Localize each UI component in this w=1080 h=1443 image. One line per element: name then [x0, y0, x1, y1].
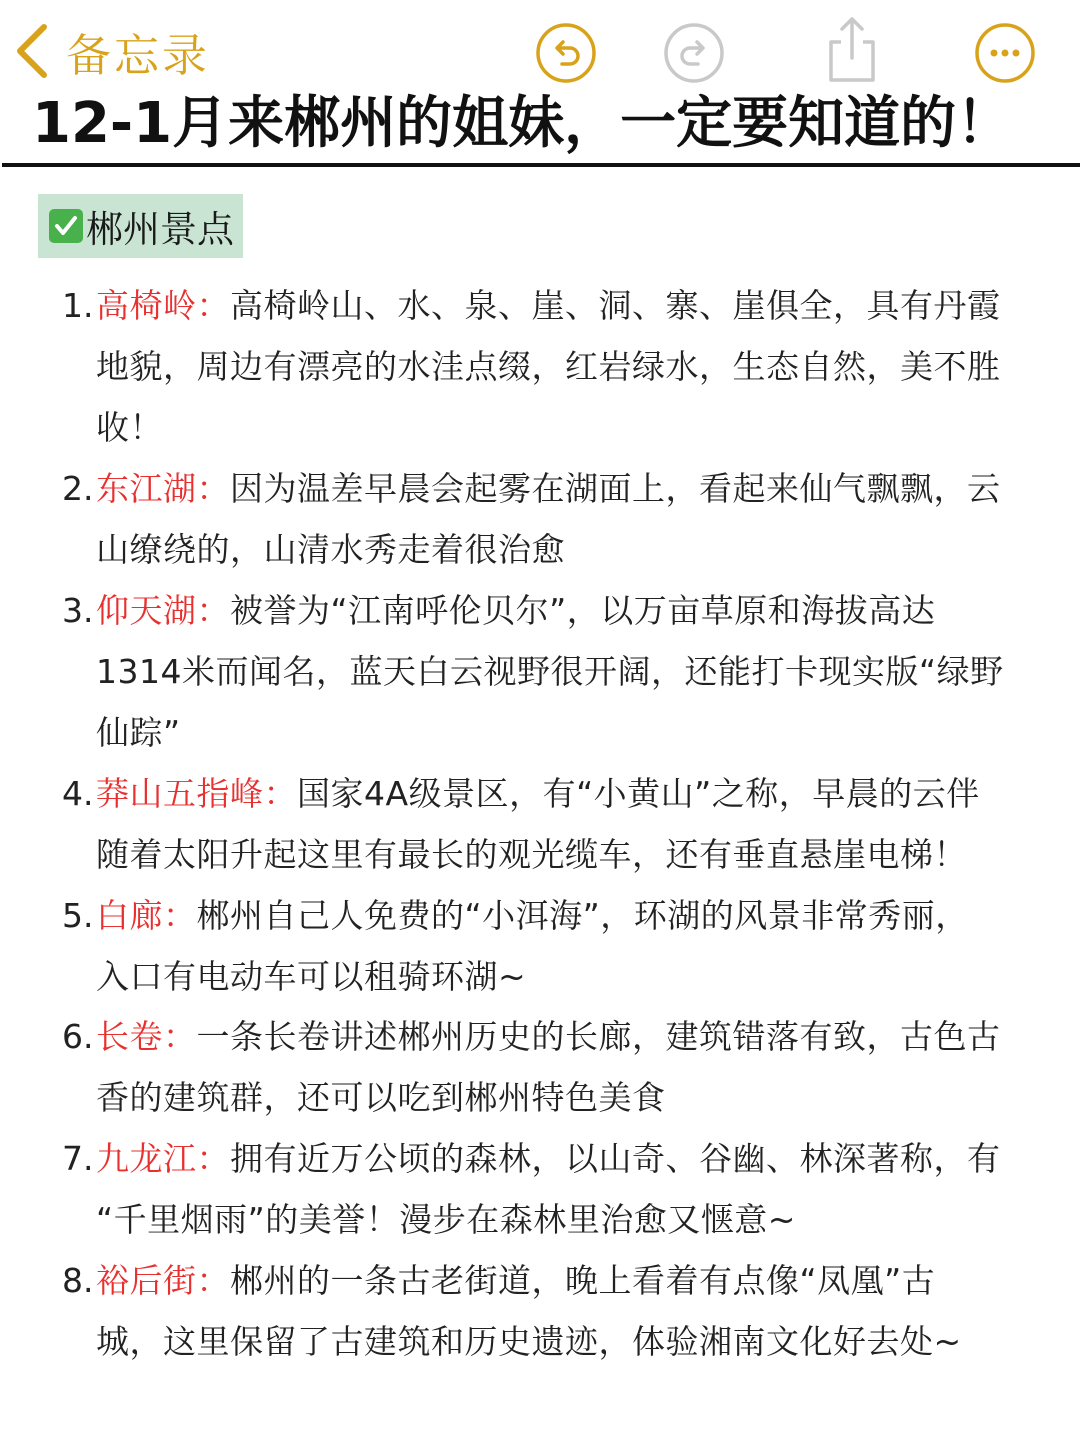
item-text: 入口有电动车可以租骑环湖~ — [96, 957, 527, 996]
item-line — [96, 885, 1026, 946]
item-body — [96, 1006, 1026, 1128]
item-text: 收！ — [96, 408, 163, 447]
redo-button[interactable] — [663, 22, 725, 84]
undo-icon — [535, 22, 597, 84]
item-line — [96, 580, 1026, 641]
item-text: “千里烟雨”的美誉！漫步在森林里治愈又惬意~ — [96, 1200, 796, 1239]
item-name: 东江湖： — [96, 469, 230, 508]
item-name: 莽山五指峰： — [96, 774, 297, 813]
item-text: 郴州的一条古老街道，晚上看着有点像“凤凰”古 — [230, 1261, 936, 1300]
title-divider — [2, 163, 1080, 167]
item-number: 4. — [62, 774, 94, 813]
section-label: 郴州景点 — [86, 208, 234, 251]
top-toolbar — [0, 0, 1080, 100]
item-text: 地貌，周边有漂亮的水洼点缀，红岩绿水，生态自然，美不胜 — [96, 347, 1001, 386]
item-number: 2. — [62, 469, 94, 508]
item-name: 长卷： — [96, 1017, 197, 1056]
item-text: 高椅岭山、水、泉、崖、洞、寨、崖俱全，具有丹霞 — [230, 286, 1001, 325]
item-text: 因为温差早晨会起雾在湖面上，看起来仙气飘飘，云 — [230, 469, 1001, 508]
item-text: 城，这里保留了古建筑和历史遗迹，体验湘南文化好去处~ — [96, 1322, 962, 1361]
item-body — [96, 458, 1026, 580]
share-button[interactable] — [821, 14, 883, 76]
item-body — [96, 580, 1026, 763]
share-icon — [821, 14, 883, 84]
item-text: 仙踪” — [96, 713, 181, 752]
back-button[interactable] — [14, 18, 210, 84]
redo-icon — [663, 22, 725, 84]
item-number: 6. — [62, 1017, 94, 1056]
item-body — [96, 1128, 1026, 1250]
item-body — [96, 275, 1026, 458]
undo-button[interactable] — [535, 22, 597, 84]
item-number: 7. — [62, 1139, 94, 1178]
back-label: 备忘录 — [66, 28, 211, 82]
item-number: 8. — [62, 1261, 94, 1300]
more-icon — [974, 22, 1036, 84]
item-text: 被誉为“江南呼伦贝尔”，以万亩草原和海拔高达 — [230, 591, 936, 630]
item-number: 1. — [62, 286, 94, 325]
more-button[interactable] — [974, 22, 1036, 84]
item-text: 一条长卷讲述郴州历史的长廊，建筑错落有致，古色古 — [196, 1017, 1001, 1056]
item-body — [96, 1250, 1026, 1372]
item-line — [96, 275, 1026, 336]
item-number: 3. — [62, 591, 94, 630]
item-text: 香的建筑群，还可以吃到郴州特色美食 — [96, 1078, 666, 1117]
item-line — [96, 1128, 1026, 1189]
item-number: 5. — [62, 896, 94, 935]
section-header — [38, 194, 243, 258]
item-text: 国家4A级景区，有“小黄山”之称，早晨的云伴 — [297, 774, 980, 813]
item-body — [96, 763, 1026, 885]
checkmark-icon — [49, 209, 83, 243]
item-line — [96, 458, 1026, 519]
item-text: 郴州自己人免费的“小洱海”，环湖的风景非常秀丽， — [196, 896, 969, 935]
item-line — [96, 1250, 1026, 1311]
item-body — [96, 885, 1026, 1007]
item-name: 九龙江： — [96, 1139, 230, 1178]
item-text: 山缭绕的，山清水秀走着很治愈 — [96, 530, 565, 569]
item-text: 随着太阳升起这里有最长的观光缆车，还有垂直悬崖电梯！ — [96, 835, 967, 874]
item-text: 拥有近万公顷的森林，以山奇、谷幽、林深著称，有 — [230, 1139, 1001, 1178]
note-title: 12-1月来郴州的姐妹，一定要知道的！ — [32, 91, 1013, 156]
item-line — [96, 1006, 1026, 1067]
item-line — [96, 763, 1026, 824]
item-text: 1314米而闻名，蓝天白云视野很开阔，还能打卡现实版“绿野 — [96, 652, 1004, 691]
item-name: 高椅岭： — [96, 286, 230, 325]
item-name: 裕后街： — [96, 1261, 230, 1300]
item-name: 白廊： — [96, 896, 197, 935]
chevron-left-icon — [14, 23, 50, 79]
item-name: 仰天湖： — [96, 591, 230, 630]
